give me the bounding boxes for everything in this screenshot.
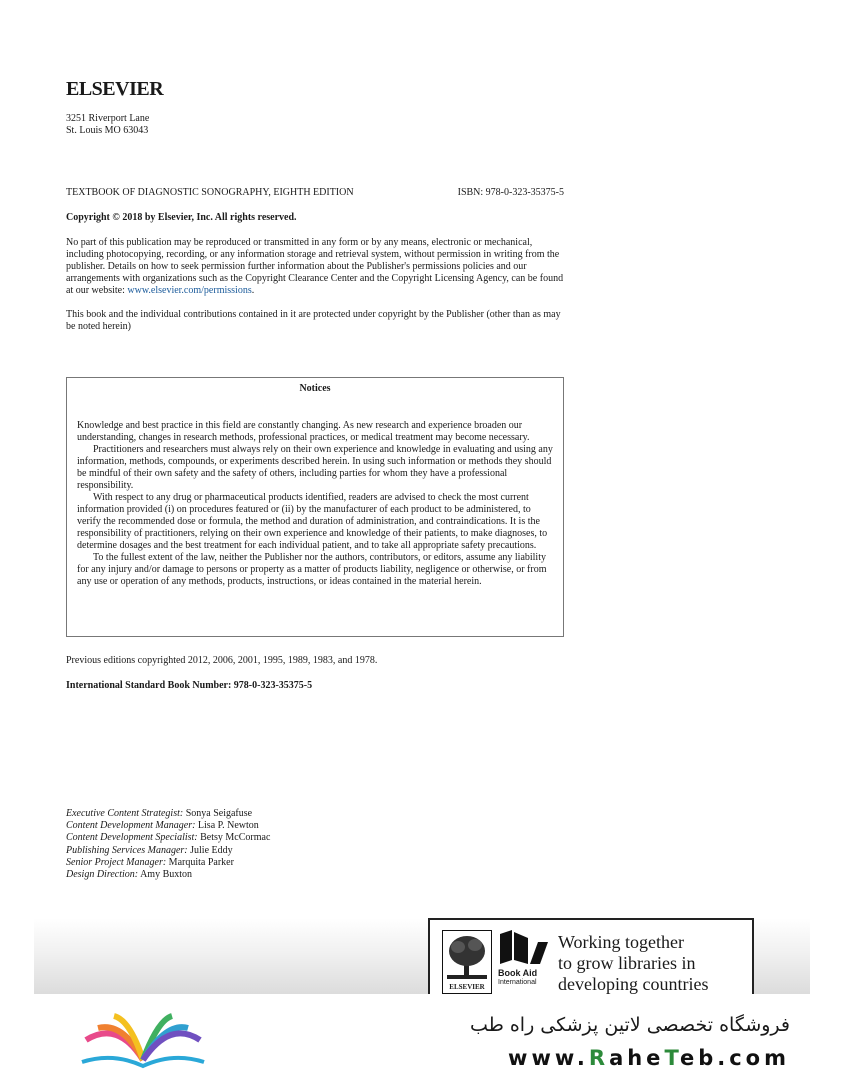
credit-line	[66, 808, 270, 820]
notices-heading: Notices	[299, 383, 331, 394]
credit-name: Lisa P. Newton	[197, 820, 259, 832]
book-aid-icon	[498, 930, 550, 992]
url-part: www.	[508, 1046, 589, 1070]
credit-line	[66, 832, 270, 844]
book-isbn: ISBN: 978-0-323-35375-5	[457, 187, 564, 198]
protection-paragraph: This book and the individual contributions contained in it are protected under copyright by the Publisher (other than as may be noted herein)	[66, 309, 561, 332]
credit-line	[66, 845, 270, 857]
notices-box	[66, 377, 564, 637]
credit-line	[66, 820, 270, 832]
credit-role: Content Development Manager:	[66, 820, 196, 832]
notices-paragraph-1: Knowledge and best practice in this field are constantly changing. As new research and experience broaden our understanding, changes in research methods, professional practices, or medical treatment may become necessary.	[77, 420, 530, 443]
permissions-paragraph	[66, 237, 564, 297]
isbn-statement: International Standard Book Number: 978-0-323-35375-5	[66, 680, 313, 691]
footer-website[interactable]	[508, 1046, 790, 1070]
partner-slogan	[558, 932, 708, 995]
credits-list	[66, 808, 270, 881]
url-part: R	[588, 1046, 610, 1070]
url-part: eb.com	[679, 1046, 790, 1070]
book-aid-name: Book Aid	[498, 968, 538, 978]
credit-role: Senior Project Manager:	[66, 856, 167, 868]
url-part: ahe	[609, 1046, 665, 1070]
copyright-notice: Copyright © 2018 by Elsevier, Inc. All rights reserved.	[66, 212, 297, 223]
publisher-logo: ELSEVIER	[66, 78, 164, 100]
credit-name: Julie Eddy	[190, 844, 233, 856]
notices-paragraph-4: To the fullest extent of the law, neither the Publisher nor the authors, contributors, or editors, assume any liability for any injury and/or damage to persons or property as a matter of products liability, negligence or otherwise, or from any use or operation of any methods, products, instructions, or ideas contained in the material herein.	[77, 552, 547, 587]
notices-paragraph-3: With respect to any drug or pharmaceutical products identified, readers are advised to check the most current information provided (i) on procedures featured or (ii) by the manufacturer of each product to be administered, to verify the recommended dose or formula, the method and duration of administration, and contraindications. It is the responsibility of practitioners, relying on their own experience and knowledge of their patients, to make diagnoses, to determine dosages and the best treatment for each individual patient, and to take all appropriate safety precautions.	[77, 492, 548, 551]
footer-store-name: فروشگاه تخصصی لاتین پزشکی راه طب	[470, 1014, 790, 1036]
slogan-line-2: to grow libraries in	[558, 953, 696, 973]
open-book-logo-icon	[78, 1010, 208, 1072]
credit-line	[66, 857, 270, 869]
credit-name: Marquita Parker	[168, 856, 234, 868]
credit-line	[66, 869, 270, 881]
credit-role: Executive Content Strategist:	[66, 808, 184, 819]
address-line-1: 3251 Riverport Lane	[66, 113, 150, 124]
credit-name: Betsy McCormac	[200, 832, 271, 844]
slogan-line-1: Working together	[558, 932, 685, 952]
notices-paragraph-2: Practitioners and researchers must always rely on their own experience and knowledge in evaluating and using any information, methods, compounds, or experiments described herein. In using such information or methods they should be mindful of their own safety and the safety of others, including parties for whom they have a professional responsibility.	[77, 444, 553, 491]
credit-role: Content Development Specialist:	[66, 832, 198, 844]
previous-editions: Previous editions copyrighted 2012, 2006, 2001, 1995, 1989, 1983, and 1978.	[66, 655, 378, 666]
address-line-2: St. Louis MO 63043	[66, 125, 149, 136]
url-part: T	[664, 1046, 680, 1070]
credit-role: Design Direction:	[66, 869, 139, 881]
credit-name: Amy Buxton	[140, 869, 193, 881]
book-aid-sub: International	[498, 979, 537, 986]
elsevier-tree-icon	[442, 930, 492, 994]
credit-name: Sonya Seigafuse	[185, 808, 253, 819]
permissions-text: No part of this publication may be reproduced or transmitted in any form or by any means, electronic or mechanical, including photocopying, recording, or any information storage and retrieval system, without permission in writing from the publisher. Details on how to seek permission further information about the Publisher's permissions policies and our arrangements with organizations such as the Copyright Clearance Center and the Copyright Licensing Agency, can be found at our website:	[66, 237, 564, 296]
book-aid-label	[498, 968, 537, 988]
slogan-line-3: developing countries	[558, 974, 709, 994]
credit-role: Publishing Services Manager:	[66, 844, 188, 856]
permissions-link[interactable]: www.elsevier.com/permissions	[127, 285, 252, 296]
book-aid-partner-box	[428, 918, 754, 994]
elsevier-small-label: ELSEVIER	[449, 983, 485, 991]
permissions-end: .	[251, 285, 255, 296]
book-title: TEXTBOOK OF DIAGNOSTIC SONOGRAPHY, EIGHTH EDITION	[66, 187, 354, 198]
book-title-line	[66, 187, 564, 198]
publisher-address	[66, 113, 149, 137]
